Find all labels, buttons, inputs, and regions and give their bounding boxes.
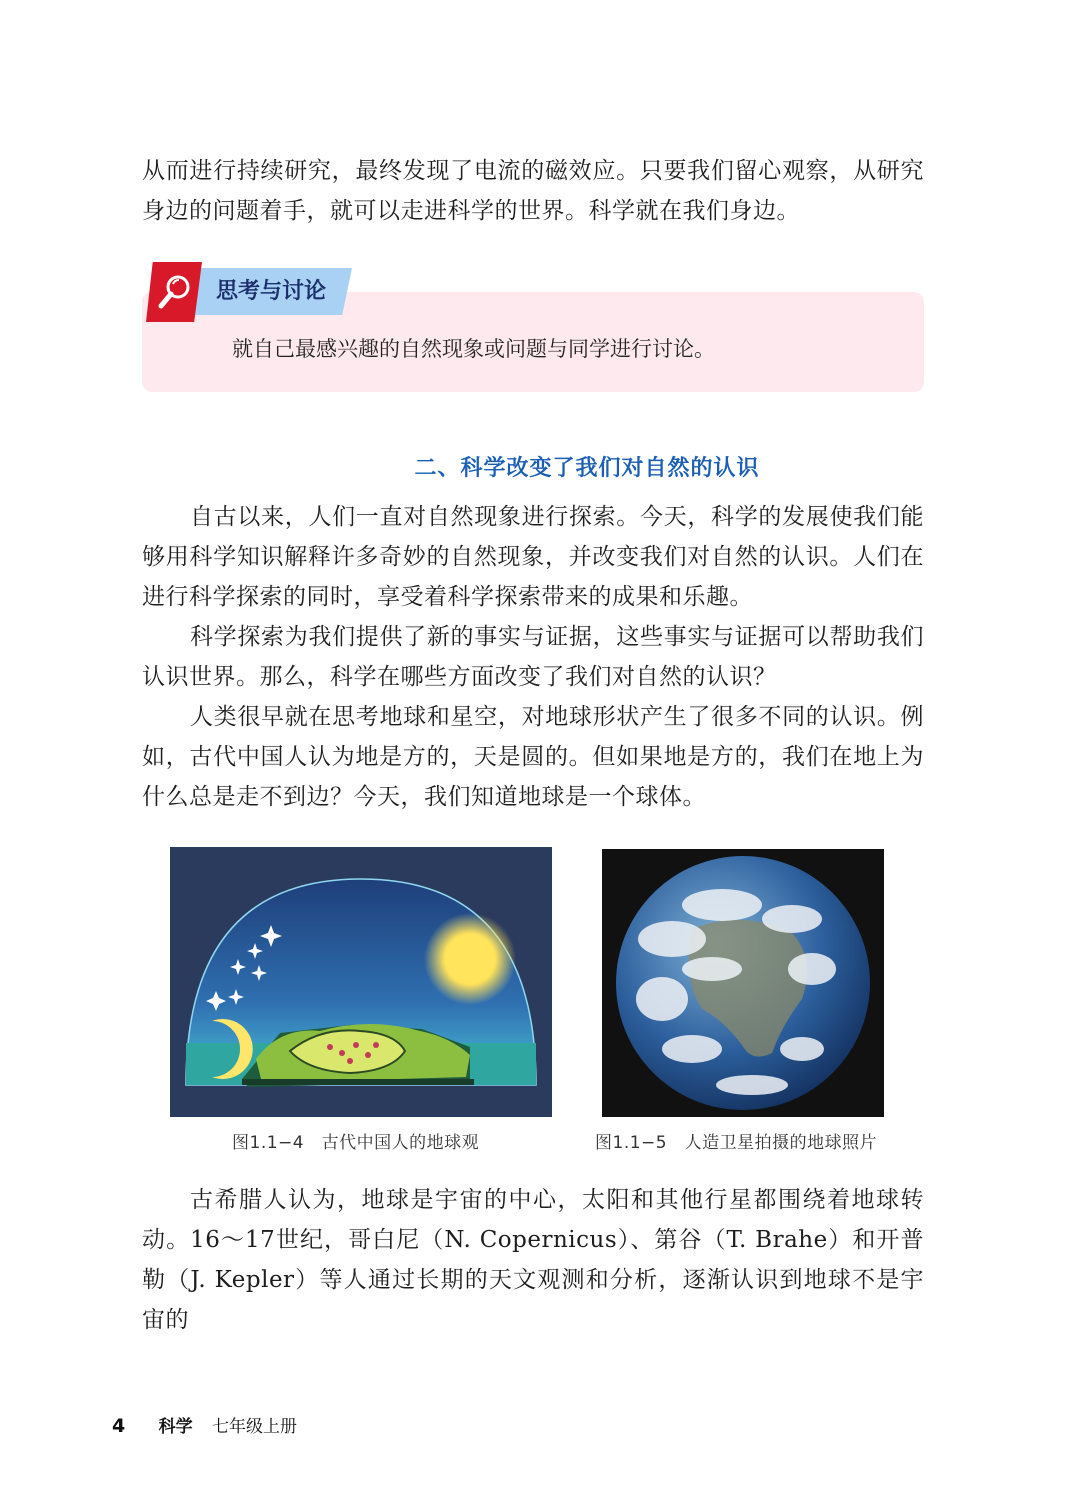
body-paragraph: 自古以来，人们一直对自然现象进行探索。今天，科学的发展使我们能够用科学知识解释许多奇妙的自然现象，并改变我们对自然的认识。人们在进行科学探索的同时，享受着科学探索带来的成果和乐趣。 (142, 504, 924, 610)
body-paragraph: 古希腊人认为，地球是宇宙的中心，太阳和其他行星都围绕着地球转动。16～17世纪，哥白尼（N. Copernicus）、第谷（T. Brahe）和开普勒（J. Kepler）等人通过长期的天文观测和分析，逐渐认识到地球不是宇宙的 (142, 1187, 924, 1333)
book-subject: 科学 (158, 1417, 193, 1437)
figure-caption: 图1.1−5 人造卫星拍摄的地球照片 (595, 1133, 878, 1153)
magnifier-icon (158, 274, 192, 310)
page-number: 4 (112, 1415, 126, 1437)
figure-caption: 图1.1−4 古代中国人的地球观 (232, 1133, 480, 1153)
body-paragraph: 科学探索为我们提供了新的事实与证据，这些事实与证据可以帮助我们认识世界。那么，科学在哪些方面改变了我们对自然的认识？ (142, 624, 924, 690)
book-grade: 七年级上册 (212, 1417, 298, 1437)
discussion-text: 就自己最感兴趣的自然现象或问题与同学进行讨论。 (232, 337, 715, 361)
ancient-cosmology-illustration (170, 847, 552, 1117)
page-footer (112, 1412, 297, 1437)
discussion-icon-badge (146, 262, 202, 322)
discussion-title: 思考与讨论 (216, 279, 327, 304)
body-paragraph: 人类很早就在思考地球和星空，对地球形状产生了很多不同的认识。例如，古代中国人认为地是方的，天是圆的。但如果地是方的，我们在地上为什么总是走不到边？今天，我们知道地球是一个球体。 (142, 704, 924, 810)
earth-satellite-photo (602, 849, 884, 1117)
section-heading: 二、科学改变了我们对自然的认识 (414, 456, 760, 481)
intro-paragraph: 从而进行持续研究，最终发现了电流的磁效应。只要我们留心观察，从研究身边的问题着手，就可以走进科学的世界。科学就在我们身边。 (142, 158, 924, 224)
